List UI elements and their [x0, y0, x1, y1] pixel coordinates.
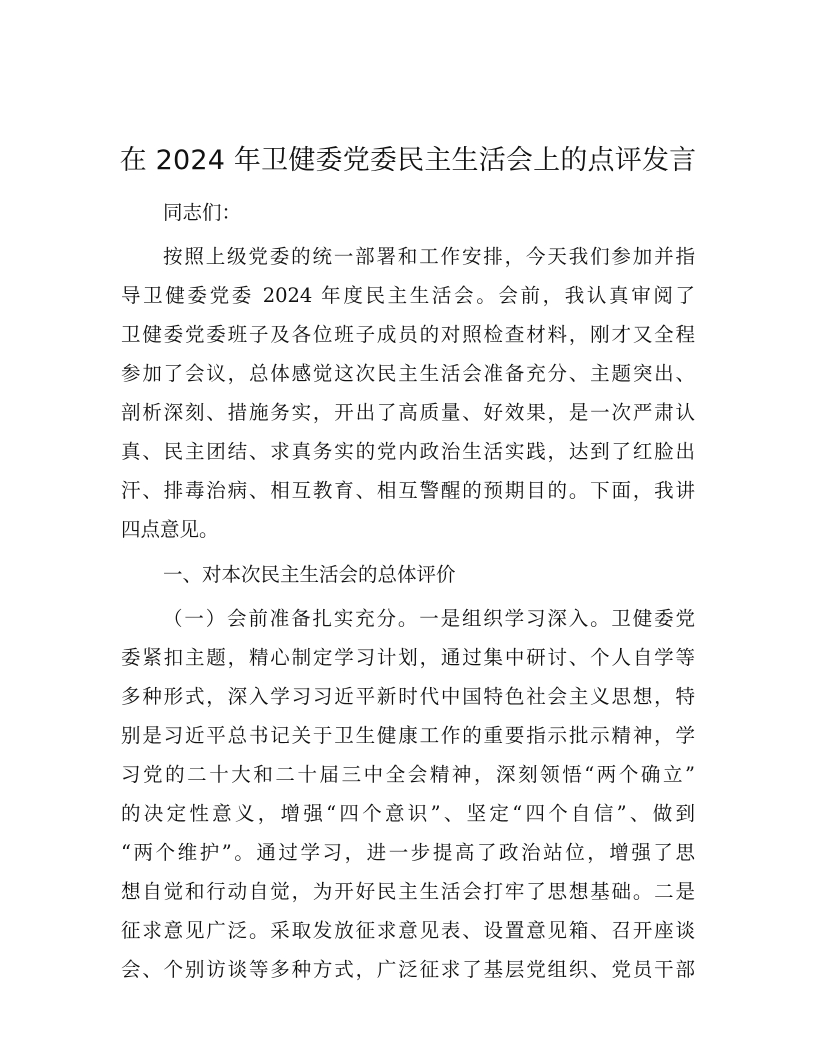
paragraph-line: 别是习近平总书记关于卫生健康工作的重要指示批示精神，学 [121, 724, 695, 747]
paragraph-line: 委紧扣主题，精心制定学习计划，通过集中研讨、个人自学等 [121, 646, 695, 669]
paragraph-line: 的决定性意义，增强“四个意识”、坚定“四个自信”、做到 [121, 802, 695, 825]
paragraph-line: 真、民主团结、求真务实的党内政治生活实践，达到了红脸出 [121, 440, 695, 463]
section-heading: 一、对本次民主生活会的总体评价 [163, 563, 456, 586]
paragraph-line: 按照上级党委的统一部署和工作安排，今天我们参加并指 [163, 245, 695, 268]
paragraph-line: 导卫健委党委 2024 年度民主生活会。会前，我认真审阅了 [121, 284, 695, 307]
paragraph-line: 剖析深刻、措施务实，开出了高质量、好效果，是一次严肃认 [121, 401, 695, 424]
salutation: 同志们： [163, 201, 242, 224]
paragraph-line: （一）会前准备扎实充分。一是组织学习深入。卫健委党 [163, 607, 695, 630]
paragraph-line: “两个维护”。通过学习，进一步提高了政治站位，增强了思 [121, 841, 695, 864]
paragraph-line: 想自觉和行动自觉，为开好民主生活会打牢了思想基础。二是 [121, 880, 695, 903]
paragraph-line: 会、个别访谈等多种方式，广泛征求了基层党组织、党员干部 [121, 958, 695, 981]
paragraph-line: 卫健委党委班子及各位班子成员的对照检查材料，刚才又全程 [121, 323, 695, 346]
paragraph-line: 多种形式，深入学习习近平新时代中国特色社会主义思想，特 [121, 685, 695, 708]
paragraph-line: 四点意见。 [121, 518, 219, 541]
paragraph-line: 征求意见广泛。采取发放征求意见表、设置意见箱、召开座谈 [121, 919, 695, 942]
document-title: 在 2024 年卫健委党委民主生活会上的点评发言 [119, 145, 697, 176]
paragraph-line: 习党的二十大和二十届三中全会精神，深刻领悟“两个确立” [121, 763, 695, 786]
paragraph-line: 汗、排毒治病、相互教育、相互警醒的预期目的。下面，我讲 [121, 479, 695, 502]
paragraph-line: 参加了会议，总体感觉这次民主生活会准备充分、主题突出、 [121, 362, 695, 385]
